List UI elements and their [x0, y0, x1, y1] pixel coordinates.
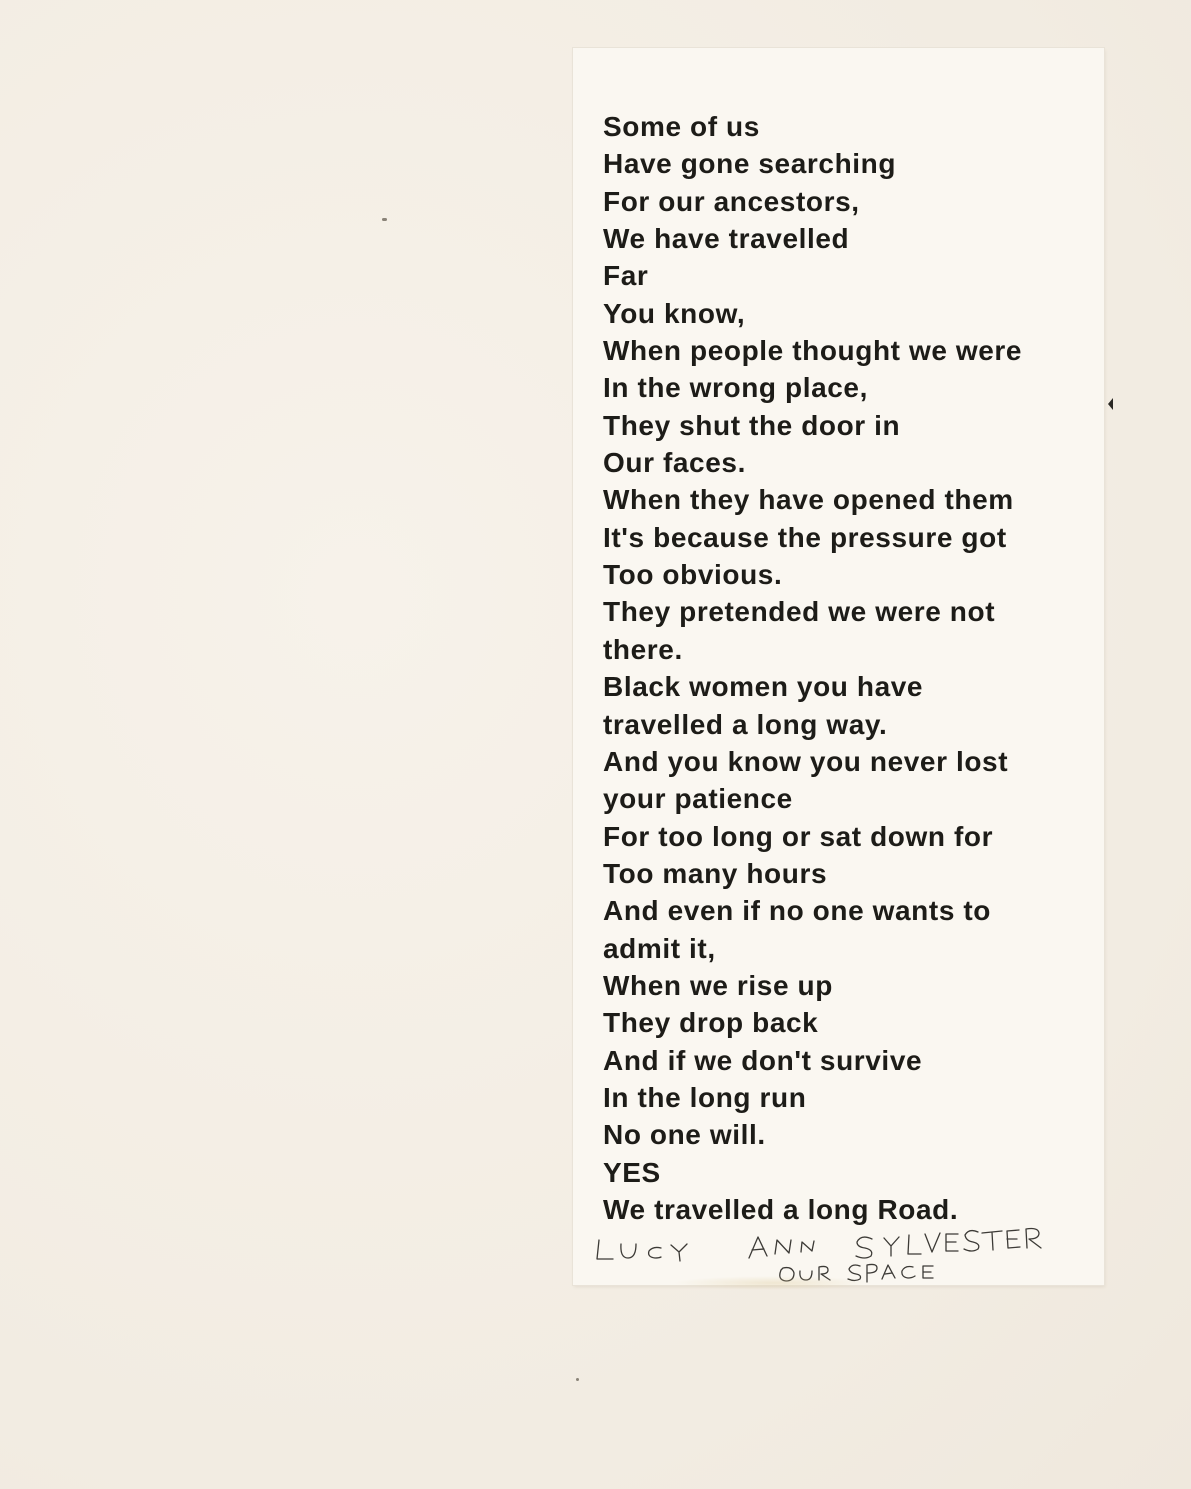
- poem-line: You know,: [603, 297, 746, 329]
- poem-line: And even if no one wants to: [603, 895, 991, 927]
- poem-line: In the wrong place,: [603, 372, 868, 404]
- poem-line: Have gone searching: [603, 148, 897, 180]
- poem-line: travelled a long way.: [603, 708, 888, 740]
- poem-line: Too obvious.: [603, 559, 783, 591]
- poem-line: They pretended we were not: [603, 596, 996, 628]
- poem-line: Far: [603, 260, 649, 292]
- poem-text: [603, 108, 1022, 1228]
- poem-line: there.: [603, 633, 683, 665]
- poem-line: For our ancestors,: [603, 185, 860, 217]
- poem-line: Black women you have: [603, 671, 924, 703]
- poem-line: When people thought we were: [603, 335, 1023, 367]
- poem-line: We have travelled: [603, 223, 850, 255]
- poem-line: Our faces.: [603, 447, 746, 479]
- poem-line: It's because the pressure got: [603, 521, 1007, 553]
- poem-line: We travelled a long Road.: [603, 1193, 959, 1225]
- poem-line: In the long run: [603, 1081, 807, 1113]
- poem-line: No one will.: [603, 1119, 766, 1151]
- paper-stain: [673, 1276, 873, 1290]
- poem-line: YES: [603, 1156, 661, 1188]
- paper-speck: [576, 1378, 579, 1381]
- poem-clipping: [573, 48, 1104, 1285]
- poem-line: your patience: [603, 783, 793, 815]
- poem-line: And if we don't survive: [603, 1044, 923, 1076]
- margin-mark: [1108, 398, 1113, 410]
- poem-line: And you know you never lost: [603, 745, 1009, 777]
- poem-line: They drop back: [603, 1007, 819, 1039]
- poem-line: Too many hours: [603, 857, 828, 889]
- poem-line: When they have opened them: [603, 484, 1014, 516]
- poem-line: They shut the door in: [603, 409, 901, 441]
- poem-line: When we rise up: [603, 969, 833, 1001]
- poem-line: For too long or sat down for: [603, 820, 994, 852]
- paper-speck: [382, 218, 387, 221]
- poem-line: Some of us: [603, 111, 760, 142]
- poem-line: admit it,: [603, 932, 716, 964]
